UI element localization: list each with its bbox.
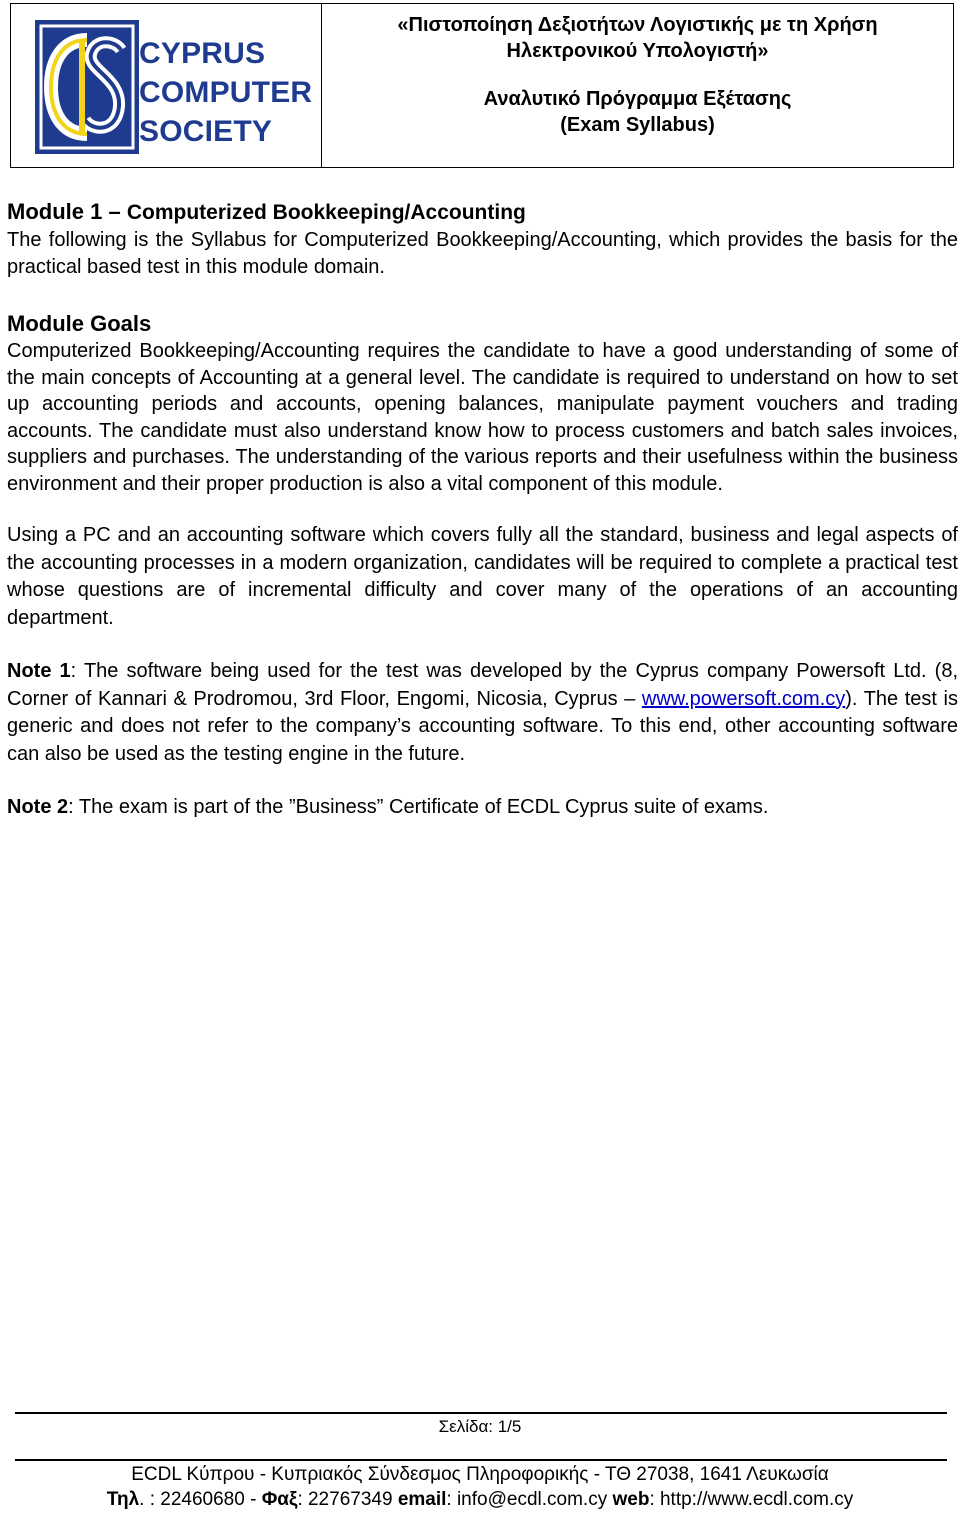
logo-word-1: CYPRUS xyxy=(139,37,266,70)
email-value[interactable]: : info@ecdl.com.cy xyxy=(446,1489,613,1510)
footer-bottom-rule xyxy=(15,1459,947,1461)
logo-word-3: SOCIETY xyxy=(139,115,273,148)
document-body xyxy=(7,198,958,822)
header-title-line-1: «Πιστοποίηση Δεξιοτήτων Λογιστικής με τη Χρήση xyxy=(397,14,878,36)
note-1-label: Note 1 xyxy=(7,660,71,682)
note-1-text-before: : The software being used for the test was developed by the Cyprus company Powersoft Ltd. (8, Corner of Kannari & Prodromou, 3rd Floor, Engomi, Nicosia, Cyprus – xyxy=(7,660,959,710)
fax-label: Φαξ xyxy=(261,1489,298,1510)
header-subtitle-line-2: (Exam Syllabus) xyxy=(560,114,715,136)
header-title-cell xyxy=(322,4,953,167)
note-2-text: : The exam is part of the ”Business” Certificate of ECDL Cyprus suite of exams. xyxy=(68,796,769,818)
fax-value: : 22767349 xyxy=(297,1489,398,1510)
module-number: Module 1 xyxy=(7,199,103,224)
header-subtitle-line-1: Αναλυτικό Πρόγραμμα Εξέτασης xyxy=(483,88,792,110)
tel-value: . : 22460680 - xyxy=(139,1489,262,1510)
note-2-paragraph xyxy=(7,794,958,822)
page-number: Σελίδα: 1/5 xyxy=(438,1417,522,1436)
powersoft-link[interactable]: www.powersoft.com.cy xyxy=(641,687,846,710)
note-1-paragraph xyxy=(7,658,958,768)
email-label: email xyxy=(397,1489,447,1510)
goals-heading: Module Goals xyxy=(7,311,152,336)
note-1-text-after: ). The test is generic and does not refer to the company’s accounting software. To this end, other accounting software can also be used as the testing engine in the future. xyxy=(7,687,959,765)
module-heading xyxy=(7,198,958,227)
module-title: Computerized Bookkeeping/Accounting xyxy=(126,201,526,224)
note-2-label: Note 2 xyxy=(7,796,69,818)
logo-wordmark xyxy=(139,34,312,151)
usage-paragraph: Using a PC and an accounting software which covers fully all the standard, business and legal aspects of the accounting processes in a modern organization, candidates will be required to complete a practical test whose questions are of incremental difficulty and cover many of the operations of an accounting department. xyxy=(7,524,958,629)
module-intro: The following is the Syllabus for Computerized Bookkeeping/Accounting, which provides the basis for the practical based test in this module domain. xyxy=(7,229,958,278)
cs-logo-mark-icon xyxy=(35,20,139,154)
tel-label: Τηλ xyxy=(106,1489,140,1510)
footer-contact xyxy=(0,1489,960,1511)
document-header xyxy=(10,3,954,168)
web-label: web xyxy=(612,1489,650,1510)
footer-address: ECDL Κύπρου - Κυπριακός Σύνδεσμος Πληροφορικής - ΤΘ 27038, 1641 Λευκωσία xyxy=(131,1464,829,1485)
module-dash: – xyxy=(108,199,127,224)
footer-top-rule xyxy=(15,1412,947,1414)
web-value[interactable]: : http://www.ecdl.com.cy xyxy=(649,1489,854,1510)
header-title-line-2: Ηλεκτρονικού Υπολογιστή» xyxy=(506,40,769,62)
logo-cell xyxy=(11,4,322,167)
goals-text: Computerized Bookkeeping/Accounting requires the candidate to have a good understanding of some of the main concepts of Accounting at a general level. The candidate is required to understand on how to set up accounting periods and accounts, opening balances, manipulate payment vouchers and trading accounts. The candidate must also understand know how to process customers and batch sales invoices, suppliers and purchases. The understanding of the various reports and their usefulness within the business environment and their proper production is also a vital component of this module. xyxy=(7,340,958,495)
logo-word-2: COMPUTER xyxy=(139,76,313,109)
